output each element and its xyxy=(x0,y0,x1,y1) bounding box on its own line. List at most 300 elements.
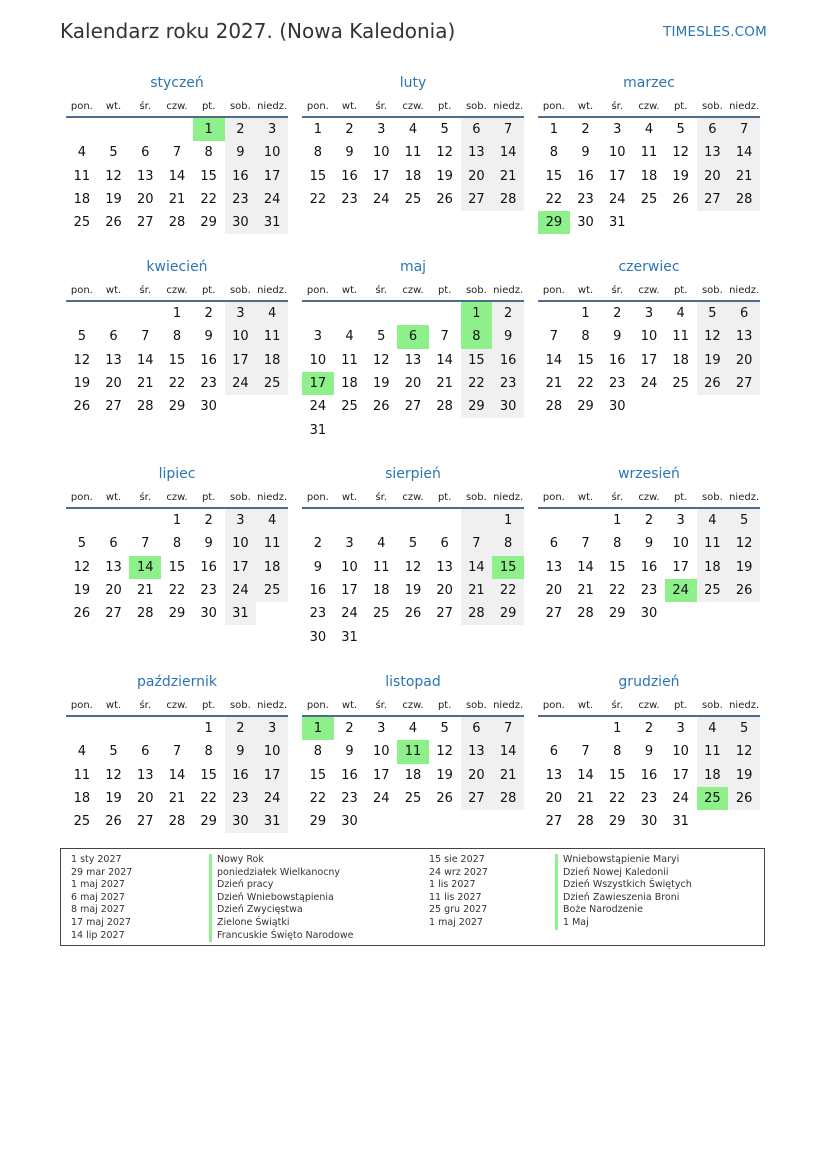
day-cell: 15 xyxy=(168,352,186,368)
month-9 xyxy=(538,461,760,625)
day-cell: 1 xyxy=(461,301,493,325)
day-cell: 10 xyxy=(225,325,257,348)
empty-cell xyxy=(334,301,366,325)
weekday-header: sob. xyxy=(697,96,729,117)
day-cell: 6 xyxy=(549,536,558,552)
day-cell: 16 xyxy=(341,168,358,184)
empty-cell xyxy=(334,418,366,441)
weekday-header: pt. xyxy=(429,487,461,508)
day-cell: 13 xyxy=(404,352,422,368)
day-cell: 12 xyxy=(73,352,91,368)
empty-cell xyxy=(225,395,257,418)
day-cell: 30 xyxy=(640,814,658,830)
day-cell: 25 xyxy=(73,215,91,231)
day-cell: 15 xyxy=(168,559,186,575)
weekday-header: sob. xyxy=(461,280,493,301)
weekday-header: pt. xyxy=(429,695,461,716)
empty-cell xyxy=(397,508,429,532)
weekday-header: sob. xyxy=(697,695,729,716)
day-cell: 9 xyxy=(204,329,213,345)
weekday-header: sob. xyxy=(461,96,493,117)
day-cell: 17 xyxy=(640,352,658,368)
empty-cell xyxy=(161,117,193,141)
empty-cell xyxy=(334,508,366,532)
day-cell: 18 xyxy=(73,192,91,208)
page-title: Kalendarz roku 2027. (Nowa Kaledonia) xyxy=(60,19,456,43)
day-cell: 2 xyxy=(313,536,322,552)
day-cell: 17 xyxy=(225,349,257,372)
day-cell: 17 xyxy=(225,556,257,579)
day-cell: 17 xyxy=(256,165,288,188)
day-cell: 22 xyxy=(309,192,327,208)
day-cell: 6 xyxy=(461,117,493,141)
day-cell: 16 xyxy=(640,559,658,575)
day-cell: 3 xyxy=(377,122,386,138)
day-cell: 24 xyxy=(309,399,327,415)
month-name: styczeń xyxy=(150,75,204,91)
empty-cell xyxy=(633,395,665,418)
empty-cell xyxy=(665,211,697,234)
weekday-header: wt. xyxy=(98,695,130,716)
day-cell: 25 xyxy=(697,787,729,810)
day-cell: 18 xyxy=(73,791,91,807)
weekday-header: niedz. xyxy=(728,280,760,301)
day-cell: 3 xyxy=(256,117,288,141)
weekday-header: pt. xyxy=(193,96,225,117)
empty-cell xyxy=(697,211,729,234)
empty-cell xyxy=(161,716,193,740)
weekday-header: pt. xyxy=(193,487,225,508)
day-cell: 2 xyxy=(204,306,213,322)
day-cell: 28 xyxy=(168,814,186,830)
day-cell: 10 xyxy=(256,141,288,164)
day-cell: 12 xyxy=(728,740,760,763)
empty-cell xyxy=(129,508,161,532)
day-cell: 16 xyxy=(200,352,217,368)
day-cell: 31 xyxy=(309,422,327,438)
day-cell: 24 xyxy=(608,192,626,208)
day-cell: 1 xyxy=(313,122,322,138)
holiday-name: Dzień Wszystkich Świętych xyxy=(555,879,692,892)
day-cell: 25 xyxy=(73,814,91,830)
holiday-name: poniedziałek Wielkanocny xyxy=(209,867,353,880)
empty-cell xyxy=(728,395,760,418)
weekday-header: czw. xyxy=(161,695,193,716)
weekday-header: pt. xyxy=(429,280,461,301)
day-cell: 3 xyxy=(256,716,288,740)
day-cell: 22 xyxy=(608,583,626,599)
month-name: wrzesień xyxy=(618,466,680,482)
holiday-name: Wniebowstąpienie Maryi xyxy=(555,854,692,867)
weekday-header: pt. xyxy=(665,280,697,301)
day-cell: 19 xyxy=(105,192,122,208)
day-cell: 14 xyxy=(728,141,760,164)
day-cell: 29 xyxy=(168,606,186,622)
day-cell: 21 xyxy=(577,583,594,599)
month-name: marzec xyxy=(623,75,675,91)
day-cell: 19 xyxy=(436,168,453,184)
day-cell: 6 xyxy=(109,536,118,552)
day-cell: 22 xyxy=(461,372,493,395)
day-cell: 17 xyxy=(372,767,390,783)
weekday-header: niedz. xyxy=(256,695,288,716)
day-cell: 23 xyxy=(341,192,358,208)
empty-cell xyxy=(365,301,397,325)
day-cell: 11 xyxy=(73,168,91,184)
day-cell: 10 xyxy=(372,145,390,161)
empty-cell xyxy=(66,716,98,740)
month-6 xyxy=(538,254,760,418)
day-cell: 29 xyxy=(309,814,327,830)
day-cell: 8 xyxy=(581,329,590,345)
day-cell: 25 xyxy=(372,606,390,622)
day-cell: 30 xyxy=(577,215,594,231)
day-cell: 12 xyxy=(436,744,453,760)
day-cell: 9 xyxy=(204,536,213,552)
empty-cell xyxy=(728,602,760,625)
day-cell: 18 xyxy=(697,764,729,787)
day-cell: 30 xyxy=(640,606,658,622)
empty-cell xyxy=(397,418,429,441)
day-cell: 30 xyxy=(225,211,257,234)
day-cell: 27 xyxy=(136,215,154,231)
weekday-header: sob. xyxy=(225,695,257,716)
day-cell: 13 xyxy=(105,559,122,575)
holiday-name: Nowy Rok xyxy=(209,854,353,867)
day-cell: 20 xyxy=(545,583,563,599)
day-cell: 16 xyxy=(225,764,257,787)
day-cell: 24 xyxy=(256,188,288,211)
day-cell: 11 xyxy=(372,559,390,575)
empty-cell xyxy=(302,301,334,325)
day-cell: 15 xyxy=(309,767,327,783)
day-cell: 10 xyxy=(640,329,658,345)
day-cell: 31 xyxy=(225,602,257,625)
weekday-header: sob. xyxy=(225,487,257,508)
weekday-header: sob. xyxy=(697,280,729,301)
holiday-date: 24 wrz 2027 xyxy=(429,866,488,878)
empty-cell xyxy=(98,716,130,740)
day-cell: 16 xyxy=(492,349,524,372)
empty-cell xyxy=(129,716,161,740)
day-cell: 5 xyxy=(440,122,449,138)
day-cell: 1 xyxy=(549,122,558,138)
empty-cell xyxy=(492,810,524,833)
weekday-header: śr. xyxy=(365,487,397,508)
empty-cell xyxy=(302,508,334,532)
day-cell: 16 xyxy=(309,583,327,599)
empty-cell xyxy=(697,395,729,418)
day-cell: 7 xyxy=(172,744,182,760)
weekday-header: pon. xyxy=(302,280,334,301)
day-cell: 9 xyxy=(613,329,622,345)
weekday-header: wt. xyxy=(570,280,602,301)
day-cell: 27 xyxy=(105,606,122,622)
day-cell: 5 xyxy=(77,536,86,552)
weekday-header: pon. xyxy=(538,280,570,301)
day-cell: 26 xyxy=(672,192,689,208)
weekday-header: śr. xyxy=(365,280,397,301)
holiday-date: 1 sty 2027 xyxy=(71,854,122,865)
day-cell: 30 xyxy=(200,606,217,622)
day-cell: 3 xyxy=(676,721,685,737)
day-cell: 26 xyxy=(728,579,760,602)
day-cell: 19 xyxy=(372,376,390,392)
day-cell: 17 xyxy=(302,372,334,395)
weekday-header: wt. xyxy=(334,280,366,301)
weekday-header: czw. xyxy=(397,280,429,301)
month-10 xyxy=(66,669,288,833)
weekday-header: wt. xyxy=(98,280,130,301)
day-cell: 7 xyxy=(172,145,182,161)
holiday-name: Dzień pracy xyxy=(209,879,353,892)
weekday-header: wt. xyxy=(334,487,366,508)
empty-cell xyxy=(728,810,760,833)
weekday-header: śr. xyxy=(601,487,633,508)
day-cell: 17 xyxy=(372,168,390,184)
month-name: sierpień xyxy=(385,466,441,482)
day-cell: 9 xyxy=(492,325,524,348)
day-cell: 22 xyxy=(577,376,594,392)
day-cell: 15 xyxy=(309,168,327,184)
brand-link[interactable]: TIMESLES.COM xyxy=(663,24,767,40)
empty-cell xyxy=(397,301,429,325)
day-cell: 4 xyxy=(697,716,729,740)
day-cell: 9 xyxy=(313,559,322,575)
day-cell: 14 xyxy=(492,740,524,763)
day-cell: 26 xyxy=(73,606,91,622)
empty-cell xyxy=(129,117,161,141)
day-cell: 5 xyxy=(408,536,418,552)
empty-cell xyxy=(429,810,461,833)
empty-cell xyxy=(538,301,570,325)
holiday-name: Dzień Zawieszenia Broni xyxy=(555,892,692,905)
weekday-header: pon. xyxy=(538,695,570,716)
day-cell: 15 xyxy=(200,168,217,184)
empty-cell xyxy=(461,508,493,532)
day-cell: 19 xyxy=(73,583,91,599)
day-cell: 7 xyxy=(549,329,558,345)
holiday-date: 8 maj 2027 xyxy=(71,904,125,916)
empty-cell xyxy=(98,117,130,141)
holiday-name: 1 Maj xyxy=(555,917,692,930)
day-cell: 28 xyxy=(136,399,154,415)
day-cell: 4 xyxy=(256,508,288,532)
empty-cell xyxy=(461,418,493,441)
day-cell: 15 xyxy=(608,559,626,575)
day-cell: 21 xyxy=(728,165,760,188)
empty-cell xyxy=(365,418,397,441)
day-cell: 26 xyxy=(105,814,122,830)
weekday-header: pon. xyxy=(66,96,98,117)
day-cell: 25 xyxy=(404,192,422,208)
day-cell: 24 xyxy=(372,791,390,807)
day-cell: 26 xyxy=(404,606,422,622)
day-cell: 21 xyxy=(545,376,563,392)
holiday-name: Francuskie Święto Narodowe xyxy=(209,930,353,943)
day-cell: 16 xyxy=(225,165,257,188)
day-cell: 14 xyxy=(545,352,563,368)
day-cell: 21 xyxy=(136,376,154,392)
day-cell: 13 xyxy=(461,740,493,763)
day-cell: 19 xyxy=(697,349,729,372)
holiday-dates-left xyxy=(71,854,132,942)
day-cell: 8 xyxy=(613,744,622,760)
day-cell: 31 xyxy=(256,810,288,833)
day-cell: 29 xyxy=(200,814,217,830)
day-cell: 22 xyxy=(608,791,626,807)
day-cell: 2 xyxy=(345,122,354,138)
weekday-header: niedz. xyxy=(492,96,524,117)
day-cell: 15 xyxy=(608,767,626,783)
day-cell: 16 xyxy=(640,767,658,783)
month-2 xyxy=(302,70,524,211)
day-cell: 15 xyxy=(577,352,594,368)
weekday-header: czw. xyxy=(397,487,429,508)
day-cell: 14 xyxy=(168,767,186,783)
weekday-header: czw. xyxy=(633,487,665,508)
weekday-header: śr. xyxy=(601,280,633,301)
day-cell: 4 xyxy=(345,329,354,345)
empty-cell xyxy=(429,301,461,325)
day-cell: 1 xyxy=(172,513,182,529)
day-cell: 28 xyxy=(492,188,524,211)
day-cell: 18 xyxy=(672,352,689,368)
day-cell: 12 xyxy=(436,145,453,161)
day-cell: 9 xyxy=(225,740,257,763)
month-name: maj xyxy=(399,259,427,275)
empty-cell xyxy=(697,602,729,625)
day-cell: 16 xyxy=(341,767,358,783)
month-name: listopad xyxy=(385,674,441,690)
day-cell: 6 xyxy=(397,325,429,348)
day-cell: 31 xyxy=(256,211,288,234)
day-cell: 26 xyxy=(372,399,390,415)
month-8 xyxy=(302,461,524,649)
day-cell: 18 xyxy=(372,583,390,599)
day-cell: 12 xyxy=(105,767,122,783)
day-cell: 28 xyxy=(545,399,563,415)
day-cell: 12 xyxy=(672,145,689,161)
weekday-header: pon. xyxy=(538,487,570,508)
day-cell: 28 xyxy=(728,188,760,211)
day-cell: 5 xyxy=(728,508,760,532)
holiday-name: Dzień Wniebowstąpienia xyxy=(209,892,353,905)
weekday-header: czw. xyxy=(633,280,665,301)
day-cell: 24 xyxy=(225,372,257,395)
day-cell: 11 xyxy=(697,740,729,763)
day-cell: 23 xyxy=(640,791,658,807)
weekday-header: wt. xyxy=(570,96,602,117)
weekday-header: czw. xyxy=(161,280,193,301)
day-cell: 18 xyxy=(697,556,729,579)
empty-cell xyxy=(492,625,524,648)
day-cell: 21 xyxy=(436,376,453,392)
empty-cell xyxy=(429,418,461,441)
empty-cell xyxy=(66,508,98,532)
day-cell: 11 xyxy=(73,767,91,783)
day-cell: 20 xyxy=(436,583,453,599)
day-cell: 28 xyxy=(461,602,493,625)
day-cell: 21 xyxy=(577,791,594,807)
holiday-name: Dzień Zwycięstwa xyxy=(209,904,353,917)
day-cell: 19 xyxy=(728,556,760,579)
day-cell: 17 xyxy=(608,168,626,184)
day-cell: 21 xyxy=(168,791,186,807)
day-cell: 13 xyxy=(545,767,563,783)
day-cell: 24 xyxy=(640,376,658,392)
day-cell: 30 xyxy=(492,395,524,418)
day-cell: 7 xyxy=(492,716,524,740)
empty-cell xyxy=(665,395,697,418)
day-cell: 9 xyxy=(581,145,590,161)
day-cell: 24 xyxy=(256,787,288,810)
weekday-header: czw. xyxy=(633,96,665,117)
day-cell: 31 xyxy=(341,629,358,645)
day-cell: 20 xyxy=(136,791,154,807)
day-cell: 26 xyxy=(436,791,453,807)
empty-cell xyxy=(98,301,130,325)
day-cell: 19 xyxy=(436,767,453,783)
empty-cell xyxy=(461,810,493,833)
day-cell: 8 xyxy=(172,536,182,552)
day-cell: 17 xyxy=(672,559,689,575)
day-cell: 2 xyxy=(492,301,524,325)
empty-cell xyxy=(98,508,130,532)
day-cell: 27 xyxy=(728,372,760,395)
day-cell: 27 xyxy=(136,814,154,830)
holiday-date: 11 lis 2027 xyxy=(429,891,482,903)
day-cell: 23 xyxy=(225,787,257,810)
holiday-date: 6 maj 2027 xyxy=(71,891,125,903)
day-cell: 9 xyxy=(225,141,257,164)
day-cell: 10 xyxy=(672,744,689,760)
weekday-header: niedz. xyxy=(492,487,524,508)
day-cell: 19 xyxy=(728,764,760,787)
day-cell: 18 xyxy=(404,767,422,783)
day-cell: 17 xyxy=(256,764,288,787)
weekday-header: niedz. xyxy=(256,96,288,117)
day-cell: 4 xyxy=(77,744,86,760)
day-cell: 11 xyxy=(640,145,658,161)
weekday-header: niedz. xyxy=(256,487,288,508)
day-cell: 8 xyxy=(313,145,322,161)
day-cell: 25 xyxy=(256,579,288,602)
day-cell: 4 xyxy=(644,122,654,138)
day-cell: 25 xyxy=(640,192,658,208)
month-7 xyxy=(66,461,288,625)
day-cell: 28 xyxy=(168,215,186,231)
day-cell: 9 xyxy=(345,744,354,760)
day-cell: 29 xyxy=(492,602,524,625)
day-cell: 3 xyxy=(377,721,386,737)
day-cell: 20 xyxy=(545,791,563,807)
weekday-header: śr. xyxy=(601,695,633,716)
day-cell: 10 xyxy=(256,740,288,763)
day-cell: 10 xyxy=(309,352,327,368)
day-cell: 14 xyxy=(577,767,594,783)
day-cell: 21 xyxy=(168,192,186,208)
day-cell: 27 xyxy=(545,814,563,830)
day-cell: 31 xyxy=(672,814,689,830)
month-12 xyxy=(538,669,760,833)
day-cell: 15 xyxy=(545,168,563,184)
day-cell: 29 xyxy=(538,211,570,234)
day-cell: 2 xyxy=(345,721,354,737)
holiday-name: Boże Narodzenie xyxy=(555,904,692,917)
day-cell: 10 xyxy=(672,536,689,552)
weekday-header: czw. xyxy=(397,695,429,716)
